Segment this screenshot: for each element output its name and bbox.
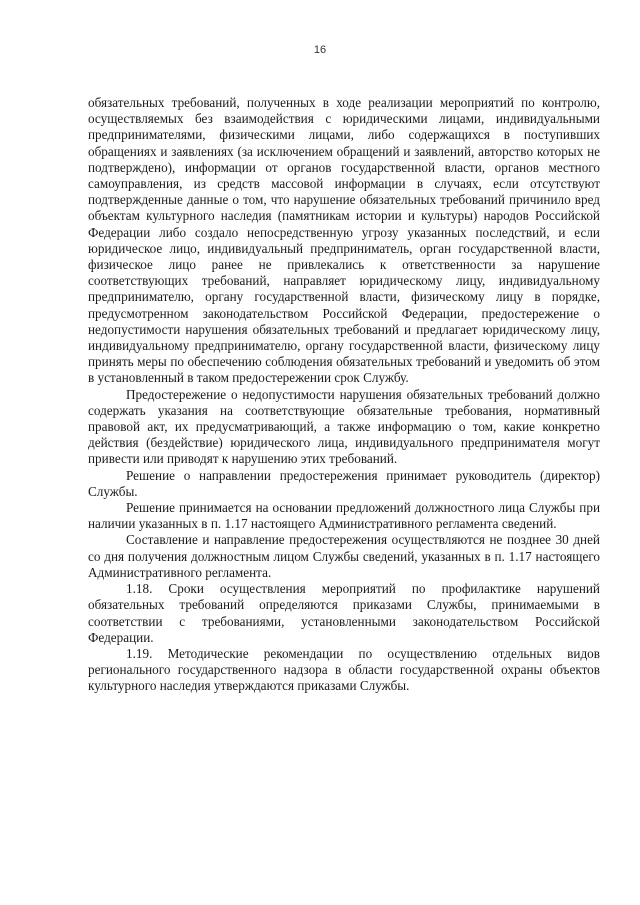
paragraph-deadline: Составление и направление предостережения осуществляются не позднее 30 дней со дня получения должностным лицом Службы сведений, указанных в п. 1.17 настоящего Административного регламента. [88,532,600,580]
paragraph-decision-head: Решение о направлении предостережения принимает руководитель (директор) Службы. [88,467,600,499]
page-number: 16 [313,44,327,56]
paragraph-warning-content: Предостережение о недопустимости нарушения обязательных требований должно содержать указания на соответствующие обязательные требования, нормативный правовой акт, их предусматривающий, а также информацию о том, какие конкретно действия (бездействие) юридического лица, индивидуального предпринимателя могут привести или приводят к нарушению этих требований. [88,386,600,467]
document-body [88,95,600,695]
paragraph-decision-basis: Решение принимается на основании предложений должностного лица Службы при наличии указанных в п. 1.17 настоящего Административного регламента сведений. [88,500,600,532]
paragraph-1-18: 1.18. Сроки осуществления мероприятий по профилактике нарушений обязательных требований определяются приказами Службы, принимаемыми в соответствии с требованиями, установленными законодательством Российской Федерации. [88,581,600,645]
paragraph-1-19: 1.19. Методические рекомендации по осуществлению отдельных видов регионального государственного надзора в области государственной охраны объектов культурного наследия утверждаются приказами Службы. [88,645,600,694]
paragraph-continuation: обязательных требований, полученных в ходе реализации мероприятий по контролю, осуществляемых без взаимодействия с юридическими лицами, индивидуальными предпринимателями, физическими лицами, либо содержащихся в поступивших обращениях и заявлениях (за исключением обращений и заявлений, авторство которых не подтверждено), информации от органов государственной власти, органов местного самоуправления, из средств массовой информации в случаях, если отсутствуют подтвержденные данные о том, что нарушение обязательных требований причинило вред объектам культурного наследия (памятникам истории и культуры) народов Российской Федерации либо создало непосредственную угрозу указанных последствий, и если юридическое лицо, индивидуальный предприниматель, орган государственной власти, физическое лицо ранее не привлекались к ответственности за нарушение соответствующих требований, направляет юридическому лицу, индивидуальному предпринимателю, органу государственной власти, физическому лицу в порядке, предусмотренном законодательством Российской Федерации, предостережение о недопустимости нарушения обязательных требований и предлагает юридическому лицу, индивидуальному предпринимателю, органу государственной власти, физическому лицу принять меры по обеспечению соблюдения обязательных требований и уведомить об этом в установленный в таком предостережении срок Службу. [88,95,600,386]
